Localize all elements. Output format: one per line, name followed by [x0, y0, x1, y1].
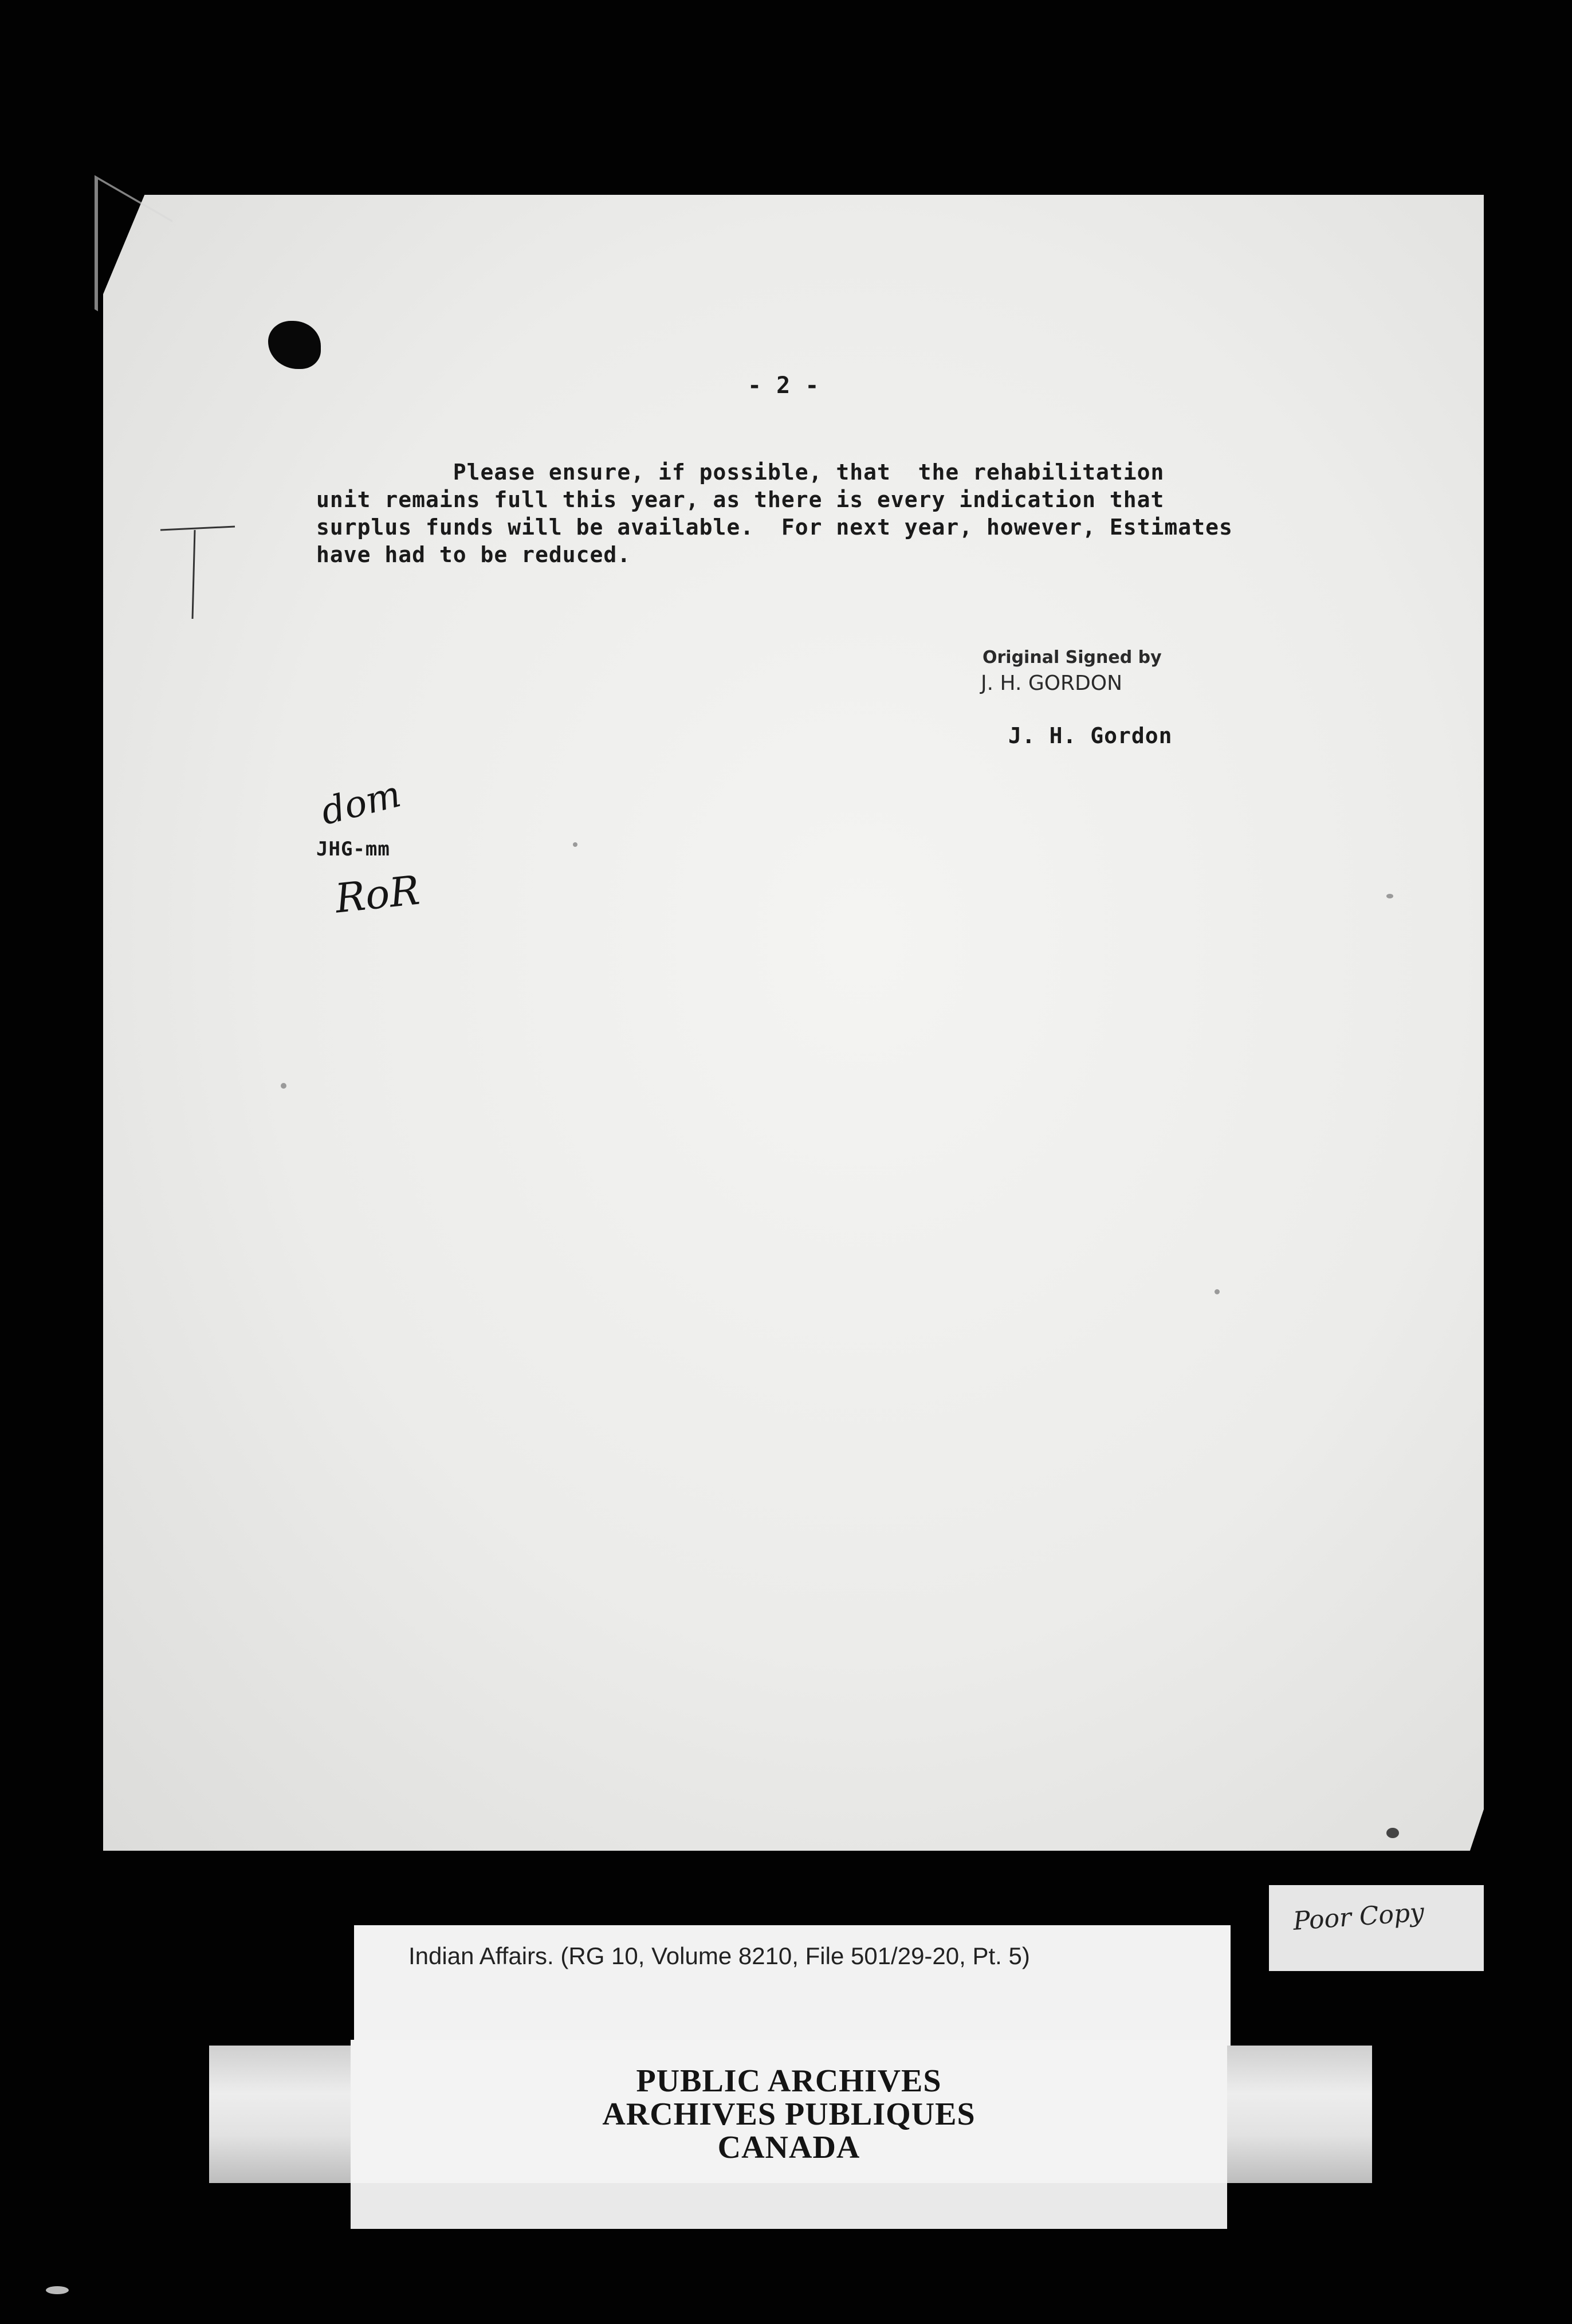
margin-pencil-mark [155, 524, 241, 622]
signature-stamp-caption: Original Signed by [982, 647, 1162, 668]
reference-initials: JHG-mm [316, 838, 390, 861]
dust-speck [573, 842, 577, 847]
dust-speck [281, 1083, 286, 1089]
dust-speck [1386, 894, 1393, 898]
handwritten-initials: dom [317, 773, 406, 834]
body-line: have had to be reduced. [316, 542, 631, 567]
letter-page [103, 195, 1484, 1851]
archives-stamp-line: PUBLIC ARCHIVES [636, 2063, 942, 2099]
dust-speck [1215, 1289, 1220, 1294]
poor-copy-note [1269, 1885, 1484, 1971]
dust-speck [46, 2286, 69, 2294]
page-number: - 2 - [748, 372, 820, 399]
typed-signature: J. H. Gordon [1008, 723, 1173, 748]
handwritten-initials: RoR [333, 866, 422, 922]
signature-stamp-name: J. H. GORDON [981, 672, 1123, 695]
body-line: unit remains full this year, as there is every indication that [316, 487, 1165, 512]
poor-copy-text: Poor Copy [1292, 1898, 1425, 1936]
archive-reference-text: Indian Affairs. (RG 10, Volume 8210, File 501/29-20, Pt. 5) [408, 1942, 1030, 1969]
body-line: Please ensure, if possible, that the rehabilitation [316, 460, 1165, 485]
archives-label-edge [351, 2183, 1227, 2229]
letter-body [316, 458, 1319, 568]
dust-speck [1386, 1828, 1399, 1838]
archives-stamp-line: ARCHIVES PUBLIQUES [602, 2097, 976, 2132]
body-line: surplus funds will be available. For next year, however, Estimates [316, 515, 1233, 540]
archives-stamp-line: CANADA [717, 2130, 860, 2165]
